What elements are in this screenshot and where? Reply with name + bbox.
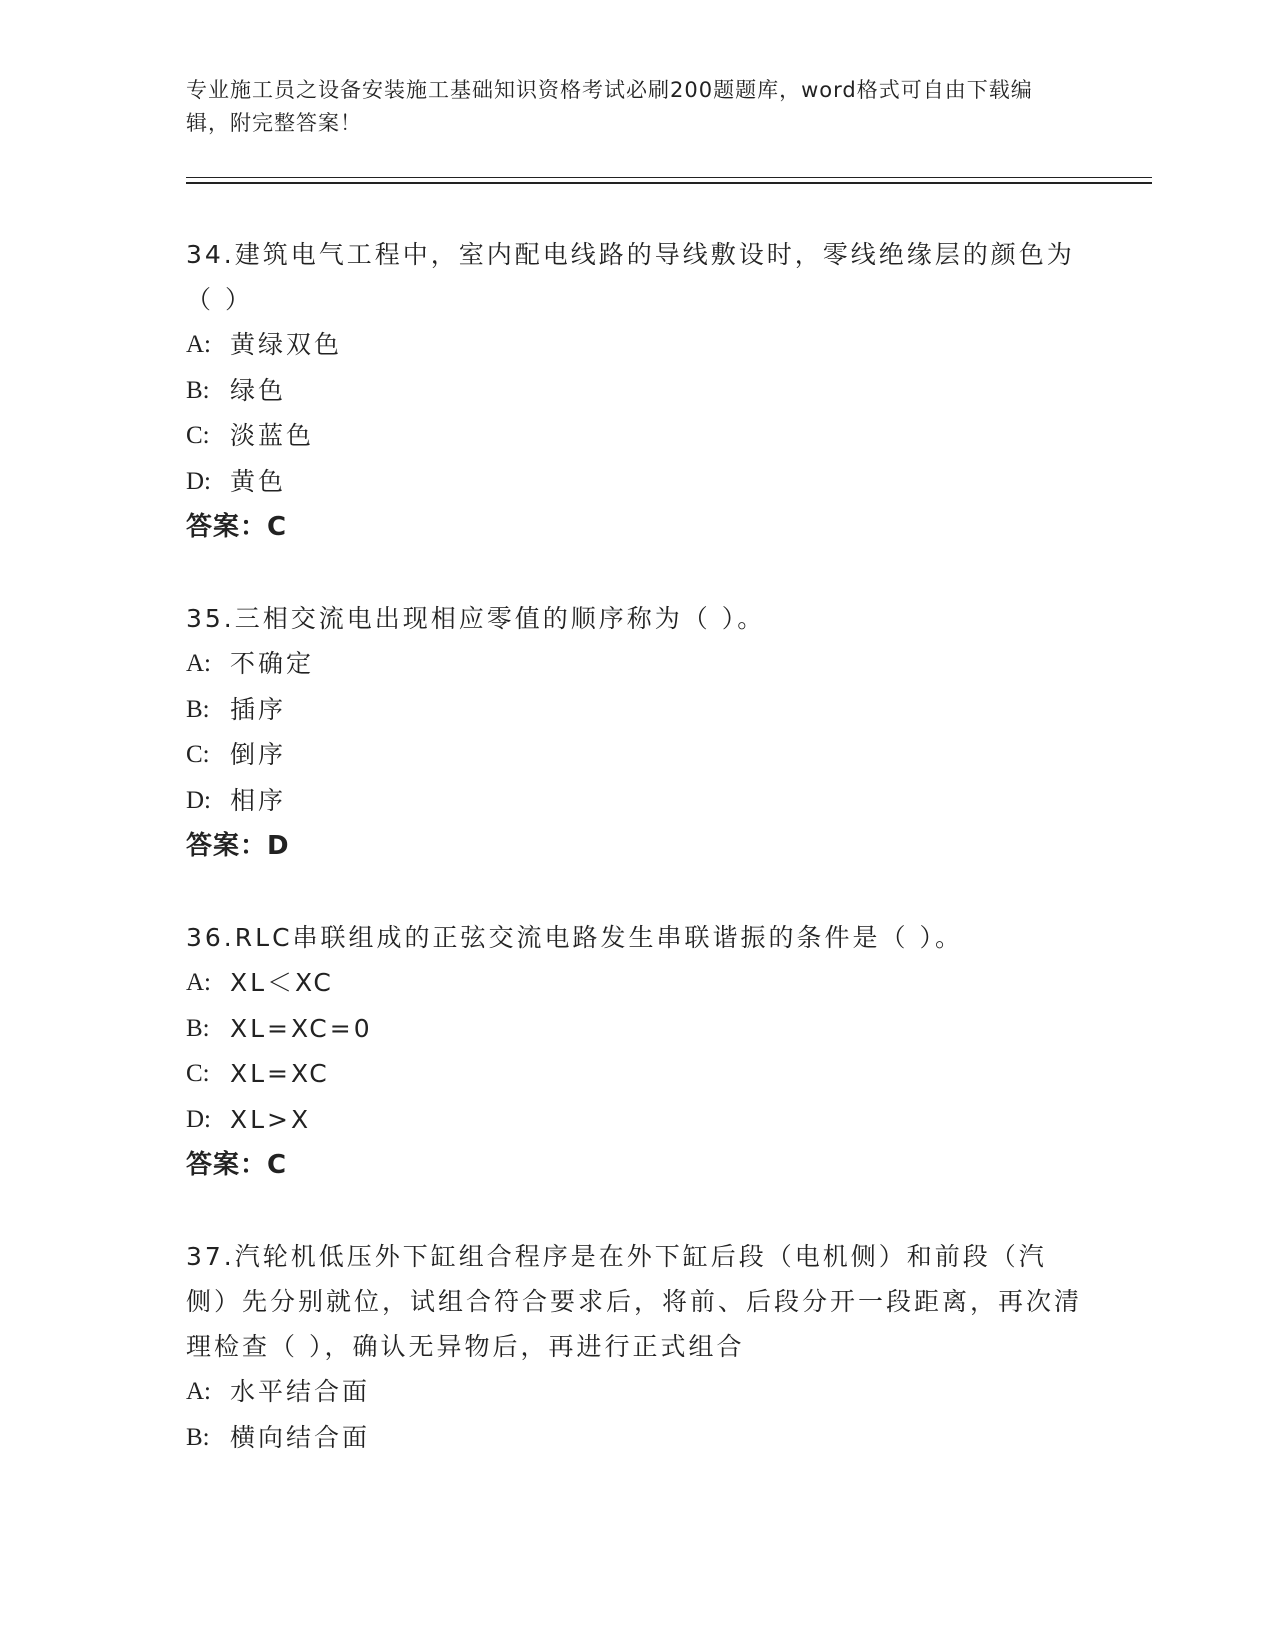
question-text [186,1234,1086,1369]
option-b [186,687,1086,733]
option-text: 横向结合面 [230,1422,371,1452]
option-letter: C: [186,422,210,449]
option-c [186,732,1086,778]
question-text [186,915,1086,960]
answer-line: 答案：C [186,512,288,542]
question-stem: 三相交流电出现相应零值的顺序称为（ ）。 [234,604,766,633]
option-letter: A: [186,969,211,996]
option-text: XL=XC [230,1059,330,1088]
option-text: XL>X [230,1104,312,1134]
question-number: 36. [186,923,235,952]
option-letter: D: [186,467,211,495]
option-d [186,1097,1086,1143]
option-letter: C: [186,741,210,768]
option-c [186,1051,1086,1097]
question-number: 35. [186,604,235,633]
question-stem: 建筑电气工程中，室内配电线路的导线敷设时，零线绝缘层的颜色为（ ） [186,240,1075,314]
question-text [186,596,1086,641]
question-number: 34. [186,240,235,269]
question-text [186,232,1086,322]
option-b [186,1415,1086,1461]
answer-line: 答案：D [186,831,290,861]
option-text: 相序 [230,785,287,815]
header-divider-bottom [186,182,1152,184]
option-letter: A: [186,1378,211,1405]
question-35 [186,596,1086,869]
option-b [186,368,1086,414]
option-letter: D: [186,1105,211,1133]
option-text: XL=XC=0 [230,1013,373,1043]
option-d [186,778,1086,824]
option-text: 水平结合面 [230,1377,371,1406]
option-text: 绿色 [230,375,287,405]
option-d [186,459,1086,505]
question-stem: 汽轮机低压外下缸组合程序是在外下缸后段（电机侧）和前段（汽侧）先分别就位，试组合符合要求后，将前、后段分开一段距离，再次清理检查（ ），确认无异物后，再进行正式组合 [186,1242,1083,1361]
question-number: 37. [186,1242,235,1271]
question-stem: RLC串联组成的正弦交流电路发生串联谐振的条件是（ ）。 [234,923,963,952]
answer-line: 答案：C [186,1150,288,1180]
document-header: 专业施工员之设备安装施工基础知识资格考试必刷200题题库，word格式可自由下载编辑，附完整答案！ [186,78,1033,135]
option-a [186,641,1086,687]
option-letter: C: [186,1060,210,1087]
option-letter: B: [186,695,210,723]
option-letter: B: [186,1423,210,1451]
option-text: 倒序 [230,740,287,769]
option-letter: B: [186,1014,210,1042]
option-letter: B: [186,376,210,404]
option-letter: D: [186,786,211,814]
option-text: XL＜XC [230,968,334,997]
question-36 [186,915,1086,1188]
option-a [186,322,1086,368]
option-text: 黄色 [230,466,287,496]
option-c [186,413,1086,459]
option-letter: A: [186,331,211,358]
option-text: 插序 [230,694,287,724]
option-a [186,1369,1086,1415]
option-b [186,1006,1086,1052]
option-text: 不确定 [230,649,315,678]
question-37 [186,1234,1086,1460]
option-a [186,960,1086,1006]
option-text: 淡蓝色 [230,421,315,450]
header-divider-top [186,177,1152,178]
option-letter: A: [186,650,211,677]
question-34 [186,232,1086,550]
option-text: 黄绿双色 [230,330,343,359]
